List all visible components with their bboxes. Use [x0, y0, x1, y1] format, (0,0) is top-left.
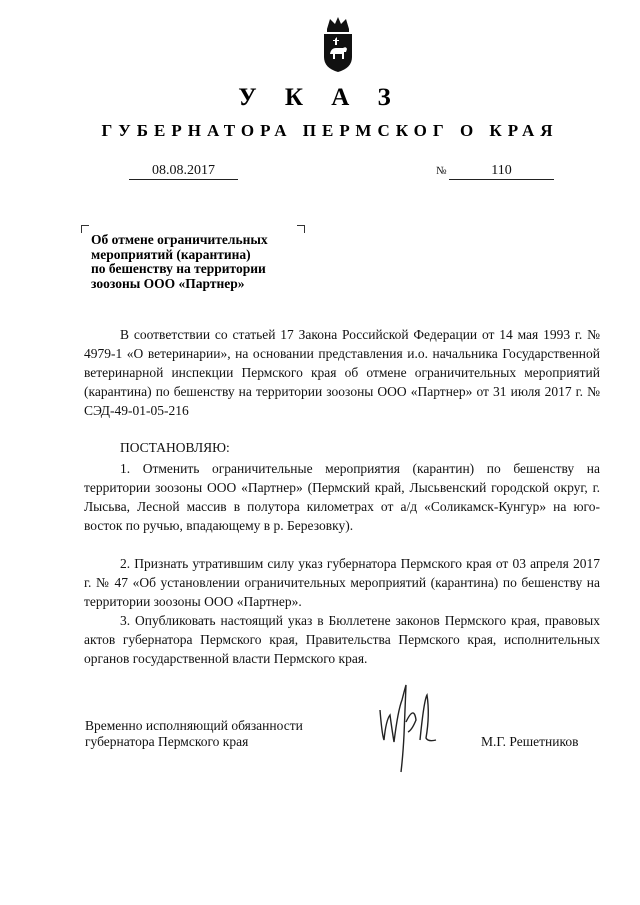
preamble-text: В соответствии со статьей 17 Закона Российской Федерации от 14 мая 1993 г. № 4979-1 «О ветеринарии», на основании представления и.о. начальника Государственной ветеринарной инспекции Пермского края об отмене ограничительных мероприятий (карантина) по бешенству на территории зоозоны ООО «Партнер» от 31 июля 2017 г. № СЭД-49-01-05-216 — [84, 327, 600, 418]
subject-line: по бешенству на территории — [91, 261, 266, 276]
preamble-paragraph — [84, 325, 600, 420]
signer-position-line: губернатора Пермского края — [85, 734, 249, 749]
item-3-paragraph — [84, 611, 600, 668]
signer-position-line: Временно исполняющий обязанности — [85, 718, 303, 733]
item-3-text: 3. Опубликовать настоящий указ в Бюллетене законов Пермского края, правовых актов губернатора Пермского края, Правительства Пермского края, исполнительных органов государственной власти Пермского края. — [84, 613, 600, 666]
number-sign: № — [436, 165, 447, 177]
handwritten-signature-icon — [370, 680, 440, 775]
signer-name: М.Г. Решетников — [481, 734, 579, 749]
subject-line: Об отмене ограничительных — [91, 232, 268, 247]
document-date: 08.08.2017 — [129, 162, 238, 180]
item-2-paragraph — [84, 554, 600, 611]
document-issuer: ГУБЕРНАТОРА ПЕРМСКОГ О КРАЯ — [101, 121, 559, 140]
coat-of-arms-icon — [321, 15, 355, 73]
signer-position — [85, 718, 303, 750]
subject-corner-mark-left — [81, 225, 89, 233]
item-1-text: 1. Отменить ограничительные мероприятия (карантин) по бешенству на территории зоозоны ООО «Партнер» (Пермский край, Лысьвенский городской округ, г. Лысьва, Лесной массив в полутора километрах от а/д «Соликамск-Кунгур» на юго-восток по ручью, впадающему в р. Березовку). — [84, 461, 600, 533]
subject-corner-mark-right — [297, 225, 305, 233]
subject-line: мероприятий (карантина) — [91, 246, 251, 262]
subject-line: зоозоны ООО «Партнер» — [91, 275, 245, 291]
item-1-paragraph — [84, 459, 600, 535]
item-2-text: 2. Признать утратившим силу указ губернатора Пермского края от 03 апреля 2017 г. № 47 «Об установлении ограничительных мероприятий (карантина) по бешенству на территории зоозоны ООО «Партнер». — [84, 556, 600, 609]
document-number: 110 — [449, 162, 554, 180]
document-title: У К А З — [238, 84, 402, 111]
decree-word: ПОСТАНОВЛЯЮ: — [120, 440, 230, 455]
document-subject — [91, 233, 301, 291]
